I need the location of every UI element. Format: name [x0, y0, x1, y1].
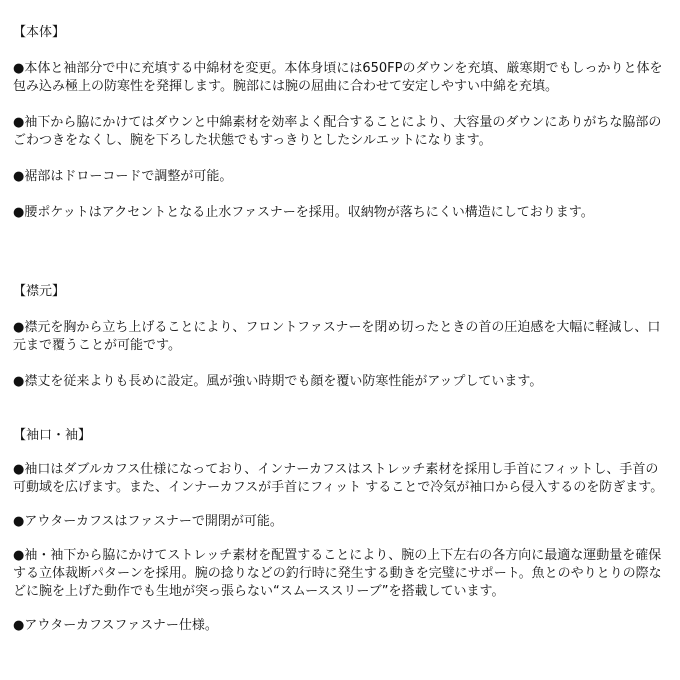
- section-cuff-sleeve: [13, 427, 669, 635]
- section-heading-collar: 【襟元】: [13, 284, 66, 299]
- paragraph-body-4: ●腰ポケットはアクセントとなる止水ファスナーを採用。収納物が落ちにくい構造にしております。: [13, 205, 594, 220]
- section-body: [13, 24, 669, 222]
- paragraph-collar-2: ●襟丈を従来よりも長めに設定。風が強い時期でも顔を覆い防寒性能がアップしています。: [13, 374, 543, 389]
- section-collar: [13, 283, 669, 391]
- paragraph-body-1: ●本体と袖部分で中に充填する中綿材を変更。本体身頃には650FPのダウンを充填、厳寒期でもしっかりと体を包み込み極上の防寒性を発揮します。腕部には腕の屈曲に合わせて安定しやすい中綿を充填。: [13, 61, 663, 94]
- paragraph-cuff-2: ●アウターカフスはファスナーで開閉が可能。: [13, 514, 283, 529]
- paragraph-collar-1: ●襟元を胸から立ち上げることにより、フロントファスナーを閉め切ったときの首の圧迫感を大幅に軽減し、口元まで覆うことが可能です。: [13, 320, 661, 353]
- section-heading-body: 【本体】: [13, 25, 66, 40]
- paragraph-cuff-4: ●アウターカフスファスナー仕様。: [13, 618, 218, 633]
- paragraph-cuff-1: ●袖口はダブルカフス仕様になっており、インナーカフスはストレッチ素材を採用し手首にフィットし、手首の可動域を広げます。また、インナーカフスが手首にフィット することで冷気が袖口から侵入するのを防ぎます。: [13, 462, 664, 495]
- paragraph-body-3: ●裾部はドローコードで調整が可能。: [13, 169, 233, 184]
- section-heading-cuff-sleeve: 【袖口・袖】: [13, 428, 92, 443]
- paragraph-cuff-3: ●袖・袖下から脇にかけてストレッチ素材を配置することにより、腕の上下左右の各方向に最適な運動量を確保する立体裁断パターンを採用。腕の捻りなどの釣行時に発生する動きを完璧にサポート。魚とのやりとりの際などに腕を上げた動作でも生地が突っ張らない“スムーススリーブ”を搭載しています。: [13, 548, 662, 599]
- paragraph-body-2: ●袖下から脇にかけてはダウンと中綿素材を効率よく配合することにより、大容量のダウンにありがちな脇部のごわつきをなくし、腕を下ろした状態でもすっきりとしたシルエットになります。: [13, 115, 662, 148]
